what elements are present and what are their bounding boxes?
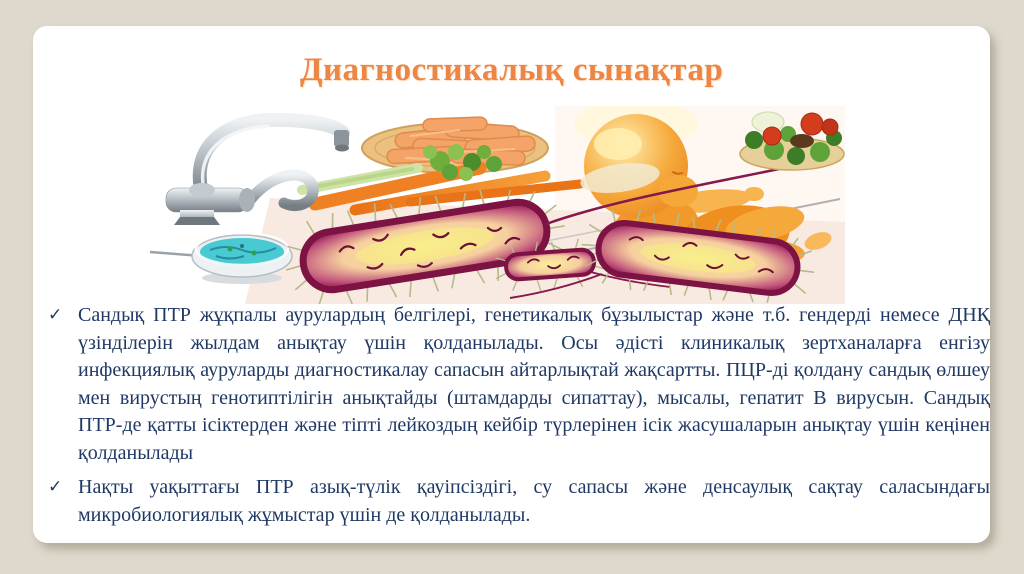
- checkmark-icon: ✓: [48, 477, 63, 497]
- slide-body-text: [48, 302, 990, 536]
- slide-card: [33, 26, 990, 543]
- checkmark-icon: ✓: [48, 305, 63, 325]
- bullet-text: Сандық ПТР жұқпалы аурулардың белгілері, генетикалық бұзылыстар және т.б. гендерді немесе ДНҚ үзінділерін жылдам анықтау үшін қолданылады. Осы әдісті клиникалық зертханаларға енгізу инфекциялық ауруларды диагностикалау сапасын айтарлықтай жақсартты. ПЦР-ді қолдану сандық өлшеу мен вирустың генотиптілігін анықтайды (штамдарды сипаттау), мысалы, гепатит В вирусын. Сандық ПТР-де қатты ісіктерден және тіпті лейкоздың кейбір түрлерінен ісік жасушаларын анықтау үшін кеңінен қолданылады: [78, 304, 990, 464]
- water-dish-illustration: [150, 233, 292, 284]
- slide-title: Диагностикалық сынақтар: [299, 52, 724, 88]
- bullet-item: [48, 474, 990, 529]
- bullet-text: Нақты уақыттағы ПТР азық-түлік қауіпсіздігі, су сапасы және денсаулық сақтау саласындағы микробиологиялық жұмыстар үшін де қолданылады.: [78, 476, 990, 526]
- illustration-collage: [150, 106, 845, 304]
- bullet-item: [48, 302, 990, 467]
